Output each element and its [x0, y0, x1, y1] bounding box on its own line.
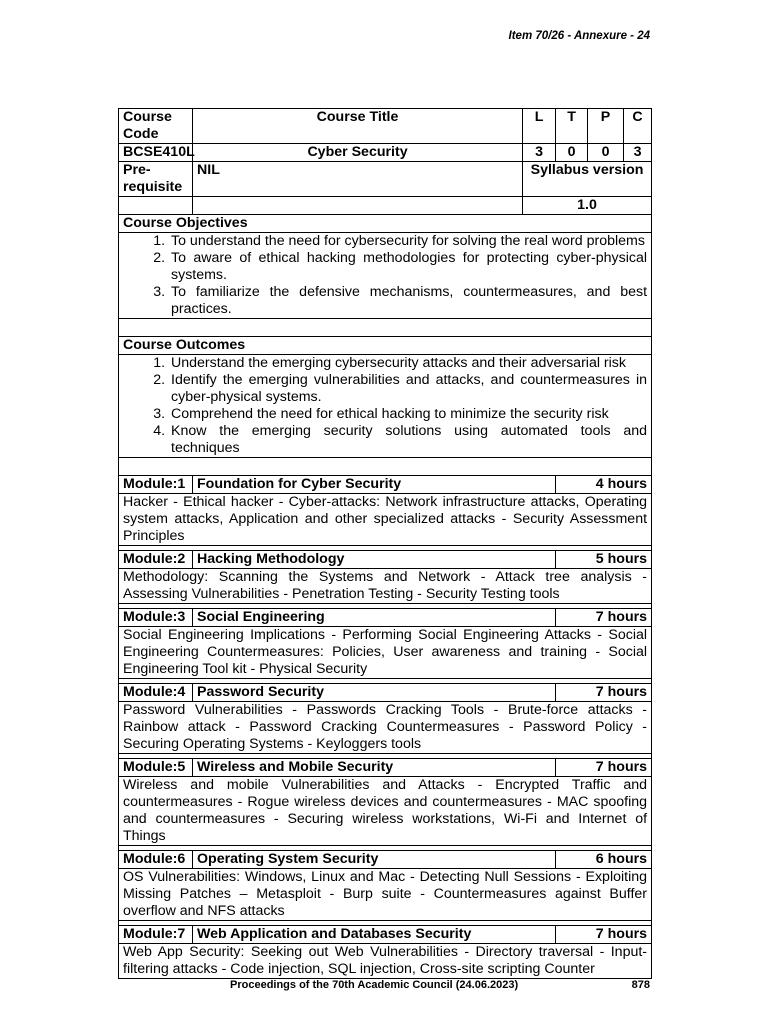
module-2-header	[119, 551, 652, 569]
module-content: Password Vulnerabilities - Passwords Cracking Tools - Brute-force attacks - Rainbow attack - Password Cracking Countermeasures - Password Policy - Securing Operating Systems - Keyloggers tools	[123, 702, 648, 752]
p-label: P	[588, 109, 624, 144]
module-title: Web Application and Databases Security	[193, 926, 556, 944]
module-content: Methodology: Scanning the Systems and Network - Attack tree analysis - Assessing Vulnerabilities - Penetration Testing - Security Testing tools	[123, 569, 648, 602]
l-label: L	[523, 109, 556, 144]
syllabus-version-label: Syllabus version	[523, 162, 652, 197]
c-label: C	[624, 109, 652, 144]
version-row	[119, 197, 652, 215]
module-title: Hacking Methodology	[193, 551, 556, 569]
module-hours: 4 hours	[556, 476, 652, 494]
outcomes-list	[123, 355, 647, 457]
spacer-row	[119, 458, 652, 476]
module-1-header	[119, 476, 652, 494]
module-6-content-row	[119, 869, 652, 921]
module-content: Social Engineering Implications - Performing Social Engineering Attacks - Social Engineering Countermeasures: Policies, User awareness and training - Social Engineering Tool kit - Physical Security	[123, 627, 648, 677]
module-title: Foundation for Cyber Security	[193, 476, 556, 494]
l-value: 3	[523, 144, 556, 162]
module-3-header	[119, 609, 652, 627]
module-label: Module:1	[119, 476, 193, 494]
module-hours: 6 hours	[556, 851, 652, 869]
module-title: Wireless and Mobile Security	[193, 759, 556, 777]
module-label: Module:6	[119, 851, 193, 869]
p-value: 0	[588, 144, 624, 162]
t-label: T	[556, 109, 588, 144]
objectives-heading-row	[119, 215, 652, 233]
module-6-header	[119, 851, 652, 869]
prerequisite-label: Pre-requisite	[119, 162, 193, 197]
header-row	[119, 109, 652, 144]
module-title: Password Security	[193, 684, 556, 702]
proceedings-text: Proceedings of the 70th Academic Council (24.06.2023)	[230, 979, 519, 991]
module-label: Module:2	[119, 551, 193, 569]
module-hours: 7 hours	[556, 759, 652, 777]
module-label: Module:5	[119, 759, 193, 777]
outcomes-heading: Course Outcomes	[119, 337, 652, 355]
outcomes-heading-row	[119, 337, 652, 355]
objective-item: 2. To aware of ethical hacking methodologies for protecting cyber-physical systems.	[169, 250, 647, 284]
course-title-label: Course Title	[193, 109, 523, 144]
objective-item: 3. To familiarize the defensive mechanisms, countermeasures, and best practices.	[169, 284, 647, 318]
outcome-item: 3. Comprehend the need for ethical hacking to minimize the security risk	[169, 406, 647, 423]
objectives-row	[119, 233, 652, 319]
objectives-list	[123, 233, 647, 318]
module-7-header	[119, 926, 652, 944]
outcomes-row	[119, 355, 652, 458]
module-3-content-row	[119, 627, 652, 679]
outcome-item: 4. Know the emerging security solutions using automated tools and techniques	[169, 423, 647, 457]
module-4-content-row	[119, 702, 652, 754]
module-1-content-row	[119, 494, 652, 546]
module-hours: 7 hours	[556, 926, 652, 944]
module-content: Hacker - Ethical hacker - Cyber-attacks: Network infrastructure attacks, Operating system attacks, Application and other specialized attacks - Security Assessment Principles	[123, 494, 648, 544]
course-row	[119, 144, 652, 162]
module-2-content-row	[119, 569, 652, 604]
module-hours: 7 hours	[556, 609, 652, 627]
t-value: 0	[556, 144, 588, 162]
prerequisite-row	[119, 162, 652, 197]
module-content: Web App Security: Seeking out Web Vulnerabilities - Directory traversal - Input-filtering attacks - Code injection, SQL injection, Cross-site scripting Counter	[123, 944, 648, 977]
outcome-item: 2. Identify the emerging vulnerabilities and attacks, and countermeasures in cyber-physical systems.	[169, 372, 647, 406]
module-hours: 5 hours	[556, 551, 652, 569]
module-5-content-row	[119, 777, 652, 846]
module-5-header	[119, 759, 652, 777]
course-code: BCSE410L	[119, 144, 193, 162]
module-4-header	[119, 684, 652, 702]
prerequisite-value: NIL	[193, 162, 523, 197]
page-number: 878	[631, 979, 650, 991]
outcome-item: 1. Understand the emerging cybersecurity attacks and their adversarial risk	[169, 355, 647, 372]
module-content: Wireless and mobile Vulnerabilities and Attacks - Encrypted Traffic and countermeasures - Rogue wireless devices and countermeasures - MAC spoofing and countermeasures - Securing wireless workstations, Wi-Fi and Internet of Things	[123, 777, 648, 844]
objectives-heading: Course Objectives	[119, 215, 652, 233]
course-title: Cyber Security	[193, 144, 523, 162]
c-value: 3	[624, 144, 652, 162]
module-title: Operating System Security	[193, 851, 556, 869]
course-code-label: Course Code	[119, 109, 193, 144]
syllabus-table	[118, 108, 652, 979]
module-label: Module:3	[119, 609, 193, 627]
syllabus-version: 1.0	[523, 197, 652, 215]
module-7-content-row	[119, 944, 652, 979]
module-label: Module:7	[119, 926, 193, 944]
spacer-row	[119, 319, 652, 337]
module-title: Social Engineering	[193, 609, 556, 627]
module-hours: 7 hours	[556, 684, 652, 702]
module-content: OS Vulnerabilities: Windows, Linux and Mac - Detecting Null Sessions - Exploiting Missing Patches – Metasploit - Burp suite - Countermeasures against Buffer overflow and NFS attacks	[123, 869, 648, 919]
objective-item: 1. To understand the need for cybersecurity for solving the real word problems	[169, 233, 647, 250]
module-label: Module:4	[119, 684, 193, 702]
document-reference: Item 70/26 - Annexure - 24	[508, 30, 650, 42]
